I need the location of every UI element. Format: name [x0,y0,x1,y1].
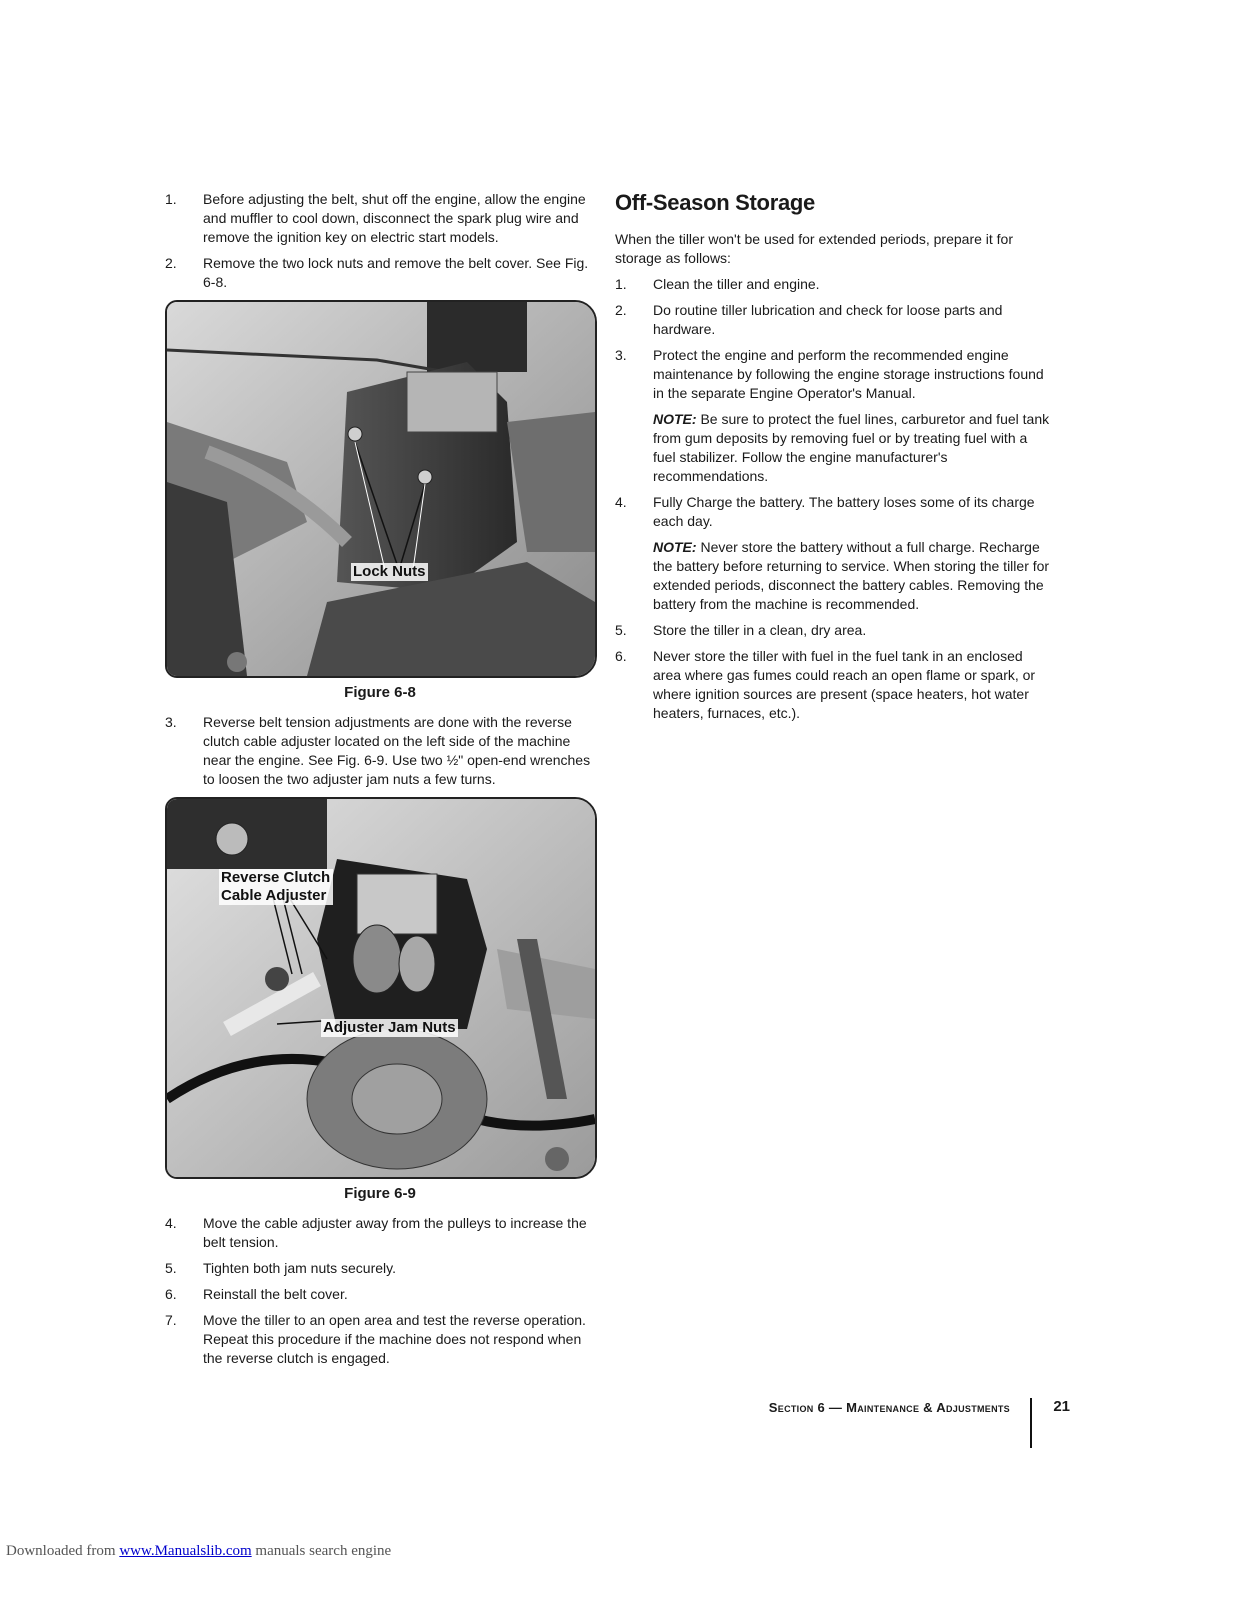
step-number: 2. [165,255,177,271]
note-label: NOTE: [653,539,697,555]
storage-step-2 [615,301,1050,339]
watermark-prefix: Downloaded from [6,1543,120,1559]
step-text: Clean the tiller and engine. [653,276,820,292]
step-number: 3. [165,714,177,730]
page-number: 21 [1053,1398,1070,1415]
storage-step-5 [615,621,1050,640]
tiller-belt-cover-illustration [167,302,595,676]
storage-step-3 [615,346,1050,403]
callout-adjuster-jam-nuts: Adjuster Jam Nuts [323,1019,456,1036]
page-footer [700,1398,1070,1448]
note-text: Never store the battery without a full charge. Recharge the battery before returning to service. When storing the tiller for extended periods, disconnect the battery cables. Removing the battery from the machine is recommended. [653,539,1050,612]
step-text: Do routine tiller lubrication and check for loose parts and hardware. [653,302,1003,337]
reverse-clutch-illustration [167,799,595,1177]
download-watermark [6,1543,391,1560]
figure-6-8-photo [165,300,597,678]
step-text: Move the tiller to an open area and test the reverse operation. Repeat this procedure if the machine does not respond when the reverse clutch is engaged. [203,1312,586,1366]
section-heading: Off-Season Storage [615,190,815,215]
step-number: 3. [615,347,627,363]
step-text: Before adjusting the belt, shut off the engine, allow the engine and muffler to cool down, disconnect the spark plug wire and remove the ignition key on electric start models. [203,191,586,245]
step-text: Move the cable adjuster away from the pulleys to increase the belt tension. [203,1215,587,1250]
footer-divider [1030,1398,1032,1448]
step-number: 6. [165,1286,177,1302]
step-number: 1. [615,276,627,292]
step-text: Remove the two lock nuts and remove the belt cover. See Fig. 6-8. [203,255,589,290]
step-text: Never store the tiller with fuel in the fuel tank in an enclosed area where gas fumes could reach an open flame or spark, or where ignition sources are present (space heaters, hot water heaters, furnaces, etc.). [653,648,1036,721]
note-fuel [653,410,1050,486]
step-text: Fully Charge the battery. The battery loses some of its charge each day. [653,494,1035,529]
watermark-suffix: manuals search engine [251,1543,392,1559]
intro-paragraph: When the tiller won't be used for extended periods, prepare it for storage as follows: [615,231,1014,266]
step-number: 5. [615,622,627,638]
storage-step-4 [615,493,1050,531]
figure-caption: Figure 6-9 [344,1185,416,1202]
note-battery [653,538,1050,614]
step-3 [165,713,595,789]
note-text: Be sure to protect the fuel lines, carburetor and fuel tank from gum deposits by removing fuel or by treating fuel with a fuel stabilizer. Follow the engine manufacturer's recommendations. [653,411,1050,484]
step-4 [165,1214,595,1252]
step-text: Tighten both jam nuts securely. [203,1260,396,1276]
callout-reverse-clutch-cable-adjuster: Reverse Clutch Cable Adjuster [219,869,333,905]
step-number: 7. [165,1312,177,1328]
step-number: 4. [615,494,627,510]
figure-caption: Figure 6-8 [344,684,416,701]
step-1 [165,190,595,247]
step-text: Protect the engine and perform the recommended engine maintenance by following the engine storage instructions found in the separate Engine Operator's Manual. [653,347,1044,401]
manualslib-link[interactable]: www.Manualslib.com [119,1543,252,1559]
step-text: Reverse belt tension adjustments are done with the reverse clutch cable adjuster located on the left side of the machine near the engine. See Fig. 6-9. Use two ½" open-end wrenches to loosen the two adjuster jam nuts a few turns. [203,714,591,787]
step-number: 6. [615,648,627,664]
step-5 [165,1259,595,1278]
right-column [615,190,1050,730]
figure-6-9-photo [165,797,597,1179]
left-column [165,190,595,1375]
step-number: 4. [165,1215,177,1231]
step-6 [165,1285,595,1304]
step-number: 1. [165,191,177,207]
callout-lock-nuts: Lock Nuts [353,563,426,580]
storage-step-1 [615,275,1050,294]
step-7 [165,1311,595,1368]
step-number: 2. [615,302,627,318]
step-number: 5. [165,1260,177,1276]
step-text: Reinstall the belt cover. [203,1286,348,1302]
note-label: NOTE: [653,411,697,427]
footer-section-title: Section 6 — Maintenance & Adjustments [768,1400,1010,1415]
step-text: Store the tiller in a clean, dry area. [653,622,867,638]
step-2 [165,254,595,292]
storage-step-6 [615,647,1050,723]
